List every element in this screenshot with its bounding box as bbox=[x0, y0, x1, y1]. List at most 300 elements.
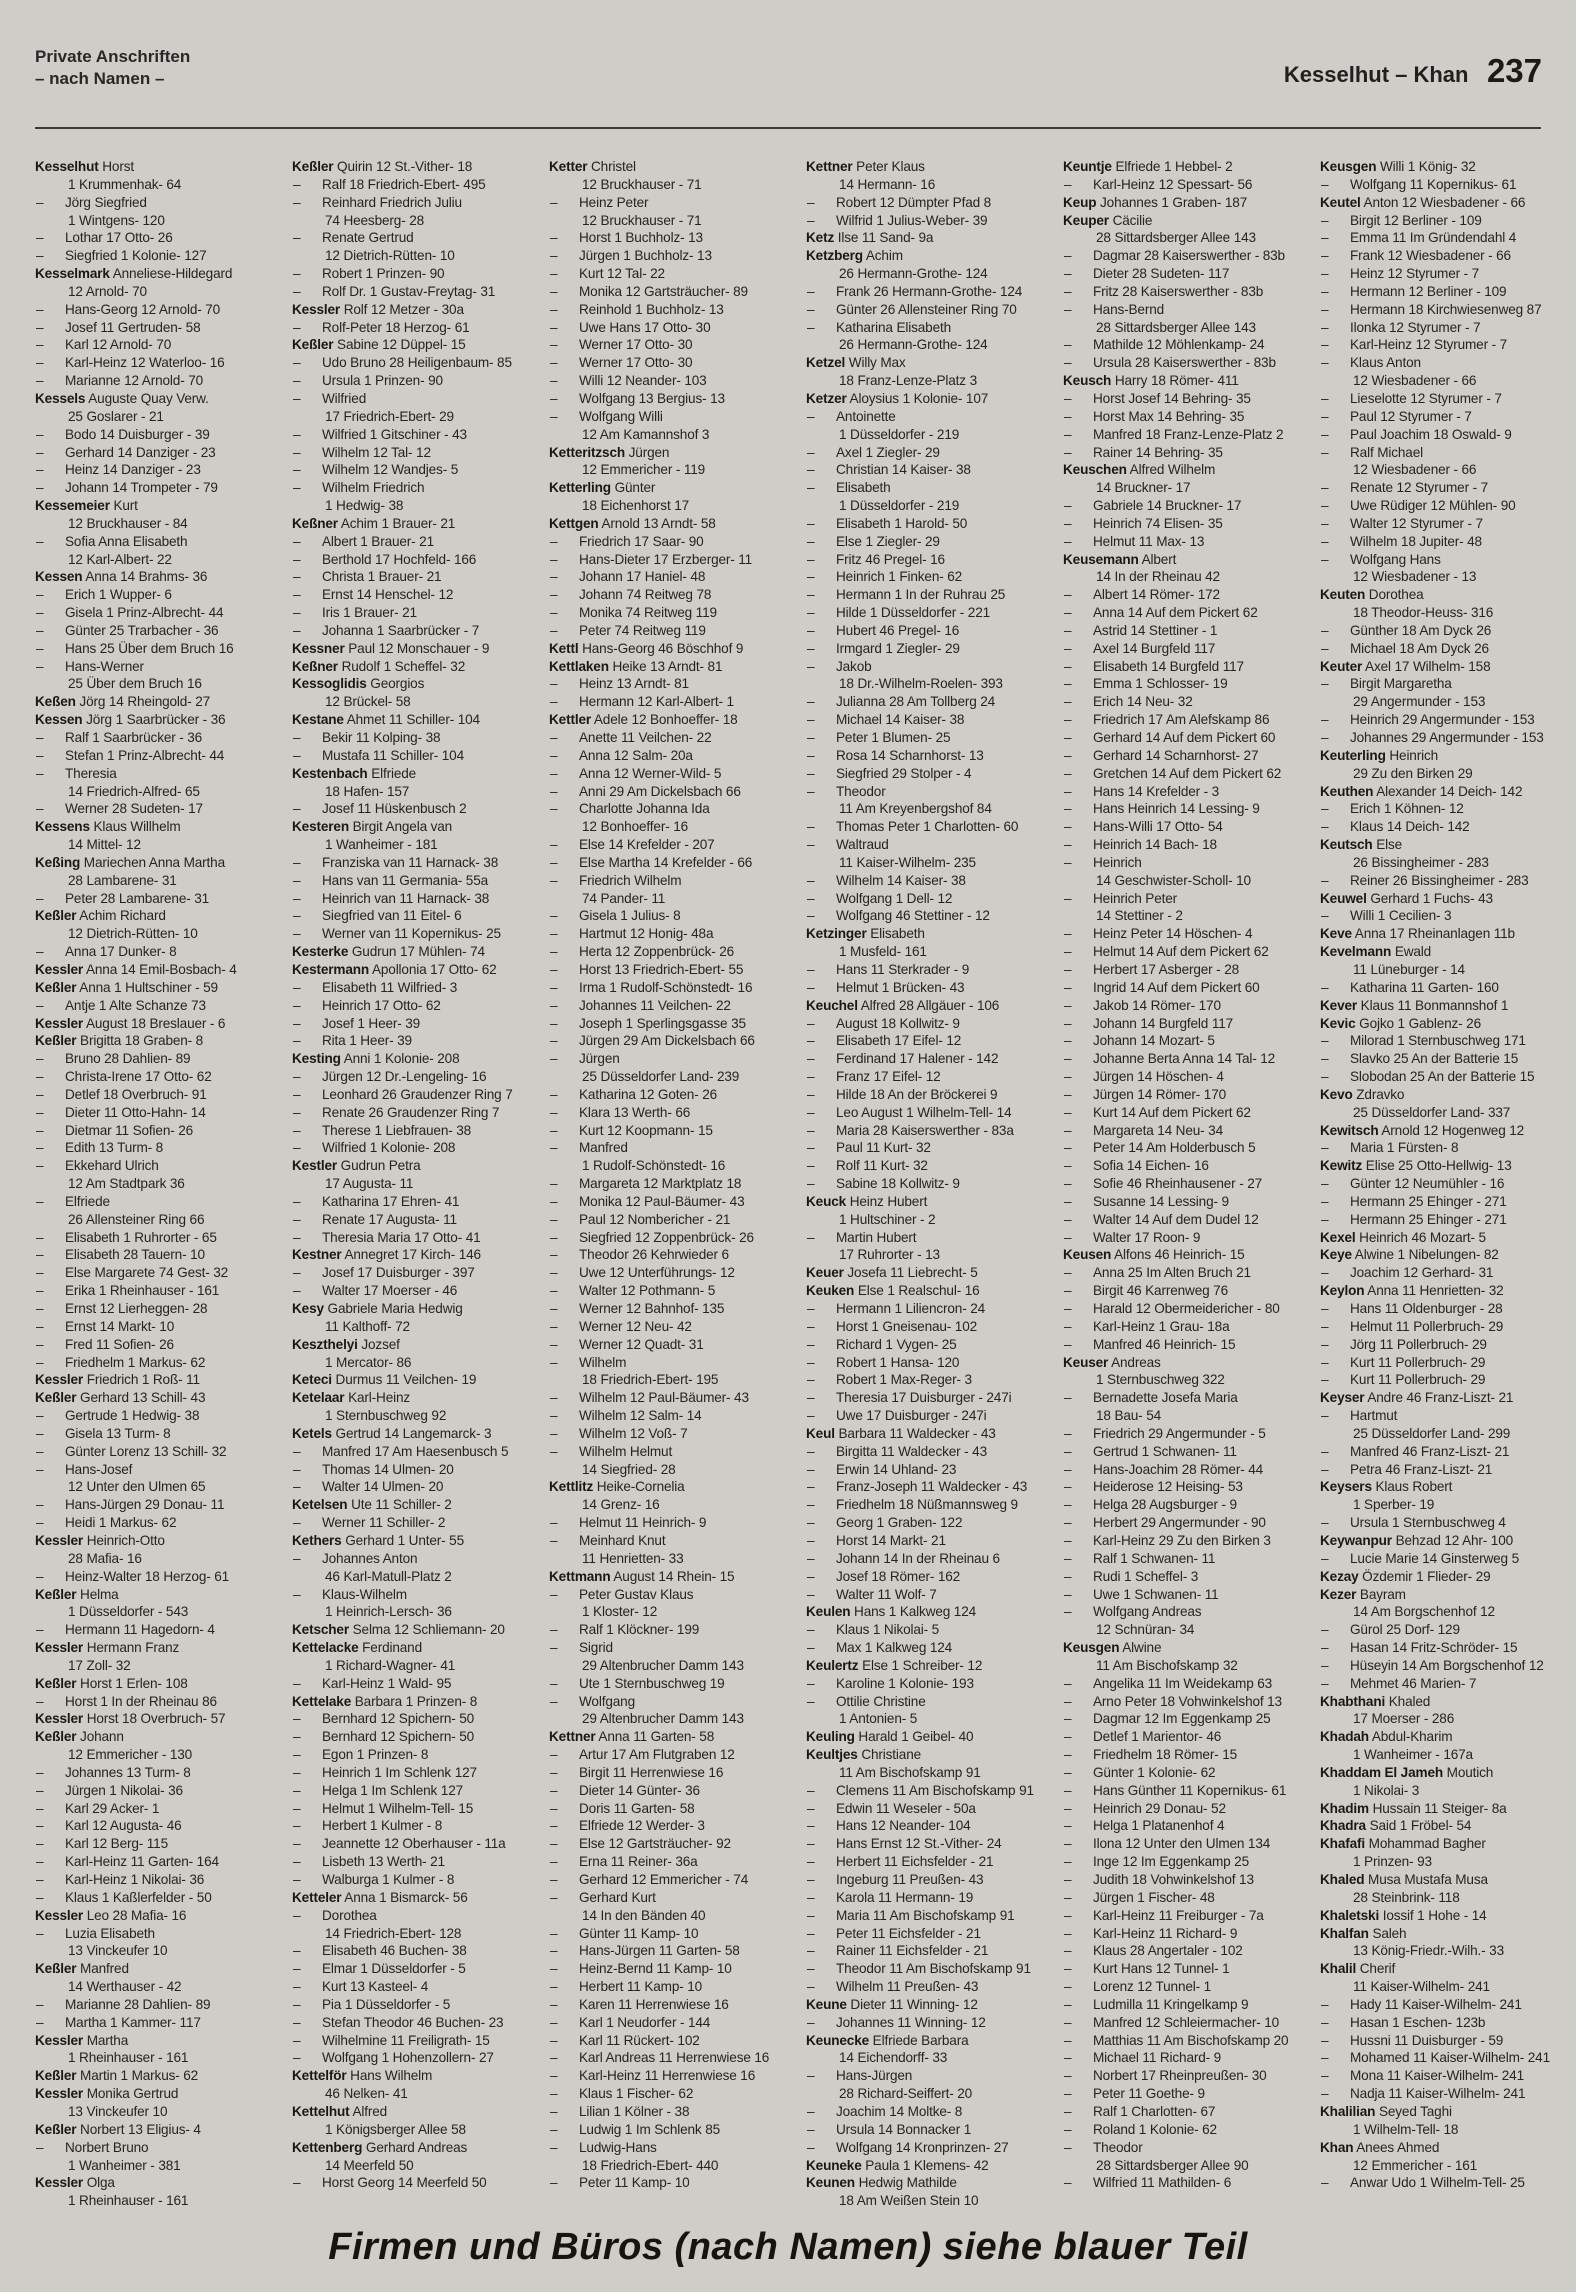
ditto-dash: – bbox=[550, 1961, 558, 1977]
directory-entry-line: – Ernst 12 Lierheggen- 28 bbox=[36, 1301, 208, 1316]
directory-entry-line: Keuper Cäcilie bbox=[1063, 212, 1153, 228]
surname: Keßler bbox=[35, 1586, 77, 1602]
directory-entry-line: – Wolfgang 14 Kronprinzen- 27 bbox=[807, 2139, 1009, 2155]
directory-entry-line: – Dagmar 12 Im Eggenkamp 25 bbox=[1064, 1711, 1271, 1727]
directory-entry-line: – Siegfried 12 Zoppenbrück- 26 bbox=[550, 1229, 754, 1245]
directory-entry-line: – Elfriede bbox=[36, 1193, 110, 1209]
ditto-dash: – bbox=[1064, 1854, 1072, 1870]
ditto-dash: – bbox=[807, 1872, 815, 1887]
directory-entry-line: – Sofia 14 Eichen- 16 bbox=[1064, 1158, 1209, 1174]
ditto-dash: – bbox=[293, 319, 301, 335]
directory-entry-line: Ketteritzsch Jürgen bbox=[549, 444, 670, 460]
ditto-dash: – bbox=[1064, 658, 1072, 674]
directory-entry-line: – Günther 18 Am Dyck 26 bbox=[1321, 622, 1492, 638]
directory-entry-line: – Emma 11 Im Gründendahl 4 bbox=[1321, 230, 1517, 246]
directory-entry-line: 1 Düsseldorfer - 219 bbox=[839, 498, 960, 514]
surname: Kessler bbox=[35, 2032, 84, 2048]
directory-entry-line: Keßner Achim 1 Brauer- 21 bbox=[292, 515, 456, 531]
directory-entry-line: Khalilian Seyed Taghi bbox=[1320, 2103, 1452, 2119]
ditto-dash: – bbox=[293, 872, 301, 888]
directory-entry-line: – Else 12 Gartsträucher- 92 bbox=[550, 1836, 731, 1852]
directory-entry-line: 12 Bruckhauser - 71 bbox=[582, 176, 702, 192]
directory-entry-line: – Monika 12 Paul-Bäumer- 43 bbox=[550, 1193, 745, 1209]
directory-entry-line: – Ludwig-Hans bbox=[550, 2139, 657, 2155]
directory-entry-line: – Peter 11 Eichsfelder - 21 bbox=[807, 1925, 981, 1941]
surname: Keßler bbox=[35, 1033, 77, 1049]
ditto-dash: – bbox=[807, 1354, 815, 1370]
directory-entry-line: 12 Dietrich-Rütten- 10 bbox=[325, 248, 455, 264]
directory-entry-line: – Ekkehard Ulrich bbox=[36, 1158, 159, 1174]
ditto-dash: – bbox=[1321, 533, 1329, 549]
surname: Khalil bbox=[1320, 1961, 1357, 1977]
directory-entry-line: – Arno Peter 18 Vohwinkelshof 13 bbox=[1064, 1693, 1282, 1709]
ditto-dash: – bbox=[1321, 1372, 1329, 1388]
ditto-dash: – bbox=[1064, 1104, 1072, 1120]
directory-entry-line: – Rainer 14 Behring- 35 bbox=[1064, 444, 1223, 460]
ditto-dash: – bbox=[1064, 730, 1072, 745]
directory-entry-line: 13 König-Friedr.-Wilh.- 33 bbox=[1353, 1943, 1504, 1959]
surname: Kettlaken bbox=[549, 658, 609, 674]
ditto-dash: – bbox=[1321, 1675, 1329, 1691]
surname: Ketelaar bbox=[292, 1390, 345, 1406]
surname: Kessen bbox=[35, 569, 83, 585]
directory-entry-line: – Theresia Maria 17 Otto- 41 bbox=[293, 1229, 481, 1245]
directory-entry-line: – Hilde 1 Düsseldorfer - 221 bbox=[807, 605, 991, 621]
surname: Keuck bbox=[806, 1193, 847, 1209]
directory-entry-line: Keywanpur Behzad 12 Ahr- 100 bbox=[1320, 1532, 1514, 1548]
ditto-dash: – bbox=[1064, 408, 1072, 424]
directory-entry-line: Khadim Hussain 11 Steiger- 8a bbox=[1320, 1800, 1507, 1816]
directory-entry-line: Keßler Martin 1 Markus- 62 bbox=[35, 2068, 199, 2084]
directory-entry-line: 26 Allensteiner Ring 66 bbox=[68, 1211, 205, 1227]
directory-entry-line: – Peter 11 Goethe- 9 bbox=[1064, 2086, 1205, 2102]
ditto-dash: – bbox=[293, 1729, 301, 1745]
directory-entry-line: – Margareta 12 Marktplatz 18 bbox=[550, 1176, 742, 1192]
directory-entry-line: – Inge 12 Im Eggenkamp 25 bbox=[1064, 1854, 1250, 1870]
directory-entry-line: – Johann 17 Haniel- 48 bbox=[550, 569, 706, 585]
surname: Keteci bbox=[292, 1372, 332, 1388]
surname: Keutel bbox=[1320, 194, 1361, 210]
directory-entry-line: – Milorad 1 Sternbuschweg 171 bbox=[1321, 1033, 1526, 1049]
directory-entry-line: – Antje 1 Alte Schanze 73 bbox=[36, 997, 206, 1013]
directory-entry-line: Kettenberg Gerhard Andreas bbox=[292, 2139, 468, 2155]
surname: Keyser bbox=[1320, 1390, 1365, 1406]
ditto-dash: – bbox=[1064, 747, 1072, 763]
surname: Khaddam El Jameh bbox=[1320, 1764, 1444, 1780]
directory-entry-line: – Fritz 28 Kaiserswerther - 83b bbox=[1064, 283, 1264, 299]
directory-entry-line: – Wilhelmine 11 Freiligrath- 15 bbox=[293, 2032, 490, 2048]
directory-entry-line: – Karl-Heinz 11 Richard- 9 bbox=[1064, 1925, 1238, 1941]
ditto-dash: – bbox=[1321, 230, 1329, 246]
directory-entry-line: 12 Wiesbadener - 66 bbox=[1353, 462, 1477, 478]
directory-entry-line: 14 Friedrich-Alfred- 65 bbox=[68, 783, 200, 799]
ditto-dash: – bbox=[1321, 1193, 1329, 1209]
directory-entry-line: Kettlitz Heike-Cornelia bbox=[549, 1479, 685, 1495]
ditto-dash: – bbox=[807, 1854, 815, 1870]
ditto-dash: – bbox=[293, 1229, 301, 1245]
surname: Keywanpur bbox=[1320, 1532, 1392, 1548]
directory-entry-line: – Peter 14 Am Holderbusch 5 bbox=[1064, 1140, 1256, 1156]
ditto-dash: – bbox=[36, 1443, 44, 1459]
directory-entry-line: – Erich 14 Neu- 32 bbox=[1064, 694, 1193, 710]
ditto-dash: – bbox=[550, 1532, 558, 1548]
directory-entry-line: 28 Sittardsberger Allee 143 bbox=[1096, 230, 1256, 246]
directory-entry-line: Keul Barbara 11 Waldecker - 43 bbox=[806, 1425, 996, 1441]
directory-entry-line: – Uwe 1 Schwanen- 11 bbox=[1064, 1586, 1219, 1602]
directory-entry-line: – Birgit 12 Berliner - 109 bbox=[1321, 212, 1482, 228]
directory-entry-line: – Wilfried bbox=[293, 390, 367, 406]
directory-entry-line: – Katharina Elisabeth bbox=[807, 319, 952, 335]
directory-entry-line: 25 Düsseldorfer Land- 299 bbox=[1353, 1425, 1511, 1441]
ditto-dash: – bbox=[36, 230, 44, 246]
ditto-dash: – bbox=[550, 1318, 558, 1334]
directory-entry-line: 1 Rudolf-Schönstedt- 16 bbox=[582, 1158, 726, 1174]
ditto-dash: – bbox=[293, 622, 301, 638]
directory-entry-line: – Frank 26 Hermann-Grothe- 124 bbox=[807, 283, 1023, 299]
ditto-dash: – bbox=[807, 2139, 815, 2155]
directory-entry-line: – Hans-Jürgen bbox=[807, 2068, 913, 2084]
directory-entry-line: – Karl-Heinz 29 Zu den Birken 3 bbox=[1064, 1532, 1271, 1548]
directory-entry-line: – Marianne 12 Arnold- 70 bbox=[36, 373, 204, 389]
directory-entry-line: 14 Bruckner- 17 bbox=[1096, 480, 1191, 496]
ditto-dash: – bbox=[1064, 1211, 1072, 1227]
ditto-dash: – bbox=[36, 319, 44, 335]
directory-entry-line: 17 Zoll- 32 bbox=[68, 1657, 131, 1673]
ditto-dash: – bbox=[36, 997, 44, 1013]
directory-entry-line: 11 Kaiser-Wilhelm- 241 bbox=[1353, 1979, 1490, 1995]
directory-entry-line: Keuck Heinz Hubert bbox=[806, 1193, 928, 1209]
directory-entry-line: Ketzel Willy Max bbox=[806, 355, 906, 371]
directory-entry-line: – Irmgard 1 Ziegler- 29 bbox=[807, 640, 960, 656]
ditto-dash: – bbox=[807, 640, 815, 656]
ditto-dash: – bbox=[550, 979, 558, 995]
surname: Keysers bbox=[1320, 1479, 1372, 1495]
ditto-dash: – bbox=[807, 1033, 815, 1049]
surname: Keusgen bbox=[1063, 1640, 1120, 1656]
directory-entry-line: – Uwe Rüdiger 12 Mühlen- 90 bbox=[1321, 498, 1516, 514]
directory-entry-line: – Wilfried 1 Kolonie- 208 bbox=[293, 1140, 456, 1156]
directory-entry-line: – Bodo 14 Duisburger - 39 bbox=[36, 426, 210, 442]
ditto-dash: – bbox=[807, 462, 815, 478]
directory-entry-line: 25 Über dem Bruch 16 bbox=[68, 676, 202, 692]
directory-entry-line: – Else 1 Ziegler- 29 bbox=[807, 533, 940, 549]
ditto-dash: – bbox=[1321, 1211, 1329, 1227]
ditto-dash: – bbox=[293, 1104, 301, 1120]
directory-entry-line: – Ottilie Christine bbox=[807, 1693, 926, 1709]
directory-entry-line: – Erwin 14 Uhland- 23 bbox=[807, 1461, 957, 1477]
directory-entry-line: – Frank 12 Wiesbadener - 66 bbox=[1321, 248, 1511, 264]
ditto-dash: – bbox=[807, 1675, 815, 1691]
ditto-dash: – bbox=[293, 1818, 301, 1834]
directory-entry-line: 1 Düsseldorfer - 219 bbox=[839, 426, 960, 442]
directory-entry-line: – Irma 1 Rudolf-Schönstedt- 16 bbox=[550, 979, 753, 995]
directory-entry-line: Kesselhut Horst bbox=[35, 159, 134, 174]
directory-entry-line: – Ralf 18 Friedrich-Ebert- 495 bbox=[293, 176, 486, 192]
directory-entry-line: – Stefan 1 Prinz-Albrecht- 44 bbox=[36, 747, 225, 763]
directory-entry-line: 14 Friedrich-Ebert- 128 bbox=[325, 1925, 462, 1941]
ditto-dash: – bbox=[807, 1961, 815, 1977]
directory-entry-line: Ketzinger Elisabeth bbox=[806, 926, 925, 942]
directory-entry-line: – Wolfgang 1 Hohenzollern- 27 bbox=[293, 2050, 494, 2066]
ditto-dash: – bbox=[293, 355, 301, 371]
directory-entry-line: Keteci Durmus 11 Veilchen- 19 bbox=[292, 1372, 477, 1388]
ditto-dash: – bbox=[1064, 1158, 1072, 1174]
directory-entry-line: – Wilhelm 11 Preußen- 43 bbox=[807, 1979, 979, 1995]
ditto-dash: – bbox=[1321, 426, 1329, 442]
surname: Khalfan bbox=[1320, 1925, 1369, 1941]
directory-entry-line: 18 Eichenhorst 17 bbox=[582, 498, 690, 514]
directory-entry-line: Kexel Heinrich 46 Mozart- 5 bbox=[1320, 1229, 1486, 1245]
directory-entry-line: – Heinz-Walter 18 Herzog- 61 bbox=[36, 1568, 230, 1584]
directory-entry-line: – Franziska van 11 Harnack- 38 bbox=[293, 854, 499, 870]
directory-entry-line: – Angelika 11 Im Weidekamp 63 bbox=[1064, 1675, 1273, 1691]
ditto-dash: – bbox=[1064, 854, 1072, 870]
directory-entry-line: – Axel 1 Ziegler- 29 bbox=[807, 444, 940, 460]
surname: Kettl bbox=[549, 640, 579, 656]
ditto-dash: – bbox=[550, 1015, 558, 1031]
ditto-dash: – bbox=[807, 908, 815, 924]
directory-entry-line: – Ingeburg 11 Preußen- 43 bbox=[807, 1872, 984, 1887]
directory-entry-line: – Herta 12 Zoppenbrück- 26 bbox=[550, 944, 735, 960]
surname: Keßler bbox=[35, 1675, 77, 1691]
ditto-dash: – bbox=[36, 1568, 44, 1584]
directory-entry-line: 17 Augusta- 11 bbox=[325, 1176, 414, 1192]
directory-entry-line: – Martha 1 Kammer- 117 bbox=[36, 2014, 201, 2030]
ditto-dash: – bbox=[36, 747, 44, 763]
directory-entry-line: Keune Dieter 11 Winning- 12 bbox=[806, 1996, 978, 2012]
directory-entry-line: Kettelför Hans Wilhelm bbox=[292, 2068, 433, 2084]
directory-entry-line: – Horst 1 Buchholz- 13 bbox=[550, 230, 703, 246]
ditto-dash: – bbox=[1064, 2175, 1072, 2191]
ditto-dash: – bbox=[1321, 337, 1329, 353]
ditto-dash: – bbox=[1321, 819, 1329, 835]
directory-entry-line: – Hans-Jürgen 29 Donau- 11 bbox=[36, 1497, 225, 1513]
directory-entry-line: – Lieselotte 12 Styrumer - 7 bbox=[1321, 390, 1502, 406]
directory-entry-line: – Gisela 1 Julius- 8 bbox=[550, 908, 681, 924]
ditto-dash: – bbox=[807, 1390, 815, 1406]
ditto-dash: – bbox=[550, 194, 558, 210]
ditto-dash: – bbox=[1064, 605, 1072, 621]
directory-entry-line: – Wolfgang Hans bbox=[1321, 551, 1441, 567]
surname: Keusch bbox=[1063, 373, 1112, 389]
directory-entry-line: – Johannes 29 Angermunder - 153 bbox=[1321, 730, 1544, 745]
surname: Keßner bbox=[292, 658, 338, 674]
ditto-dash: – bbox=[807, 872, 815, 888]
ditto-dash: – bbox=[550, 1211, 558, 1227]
directory-entry-line: – Albert 1 Brauer- 21 bbox=[293, 533, 435, 549]
directory-entry-line: – Karl 12 Berg- 115 bbox=[36, 1836, 168, 1852]
surname: Ketteritzsch bbox=[549, 444, 626, 460]
directory-entry-line: – Leo August 1 Wilhelm-Tell- 14 bbox=[807, 1104, 1012, 1120]
directory-entry-line: 12 Am Stadtpark 36 bbox=[68, 1176, 185, 1192]
ditto-dash: – bbox=[293, 1140, 301, 1156]
directory-entry-line: 12 Unter den Ulmen 65 bbox=[68, 1479, 206, 1495]
directory-entry-line: 25 Düsseldorfer Land- 239 bbox=[582, 1069, 740, 1085]
directory-entry-line: – Günter 11 Kamp- 10 bbox=[550, 1925, 699, 1941]
ditto-dash: – bbox=[550, 1747, 558, 1763]
ditto-dash: – bbox=[550, 355, 558, 371]
directory-entry-line: – Reinhold 1 Buchholz- 13 bbox=[550, 301, 724, 317]
directory-entry-line: – Gerhard Kurt bbox=[550, 1889, 656, 1905]
directory-entry-line: – Karl-Heinz 1 Nikolai- 36 bbox=[36, 1872, 205, 1887]
ditto-dash: – bbox=[36, 1425, 44, 1441]
ditto-dash: – bbox=[1321, 872, 1329, 888]
ditto-dash: – bbox=[36, 1336, 44, 1352]
ditto-dash: – bbox=[1064, 1479, 1072, 1495]
directory-entry-line: 1 Hultschiner - 2 bbox=[839, 1211, 936, 1227]
directory-entry-line: – Harald 12 Obermeidericher - 80 bbox=[1064, 1301, 1280, 1316]
directory-entry-line: – Hans 25 Über dem Bruch 16 bbox=[36, 640, 234, 656]
directory-entry-line: 12 Am Kamannshof 3 bbox=[582, 426, 710, 442]
directory-entry-line: – Robert 1 Prinzen- 90 bbox=[293, 266, 445, 282]
surname: Keuser bbox=[1063, 1354, 1109, 1370]
directory-entry-line: – Hans-Joachim 28 Römer- 44 bbox=[1064, 1461, 1264, 1477]
directory-entry-line: – Joachim 14 Moltke- 8 bbox=[807, 2103, 963, 2119]
directory-entry-line: – Roland 1 Kolonie- 62 bbox=[1064, 2121, 1217, 2137]
ditto-dash: – bbox=[293, 1193, 301, 1209]
directory-entry-line: – Karoline 1 Kolonie- 193 bbox=[807, 1675, 974, 1691]
directory-entry-line: – Wilhelm Friedrich bbox=[293, 480, 425, 496]
surname: Kessels bbox=[35, 390, 86, 406]
directory-entry-line: 1 Sperber- 19 bbox=[1353, 1497, 1435, 1513]
ditto-dash: – bbox=[1321, 908, 1329, 924]
directory-entry-line: Keylon Anna 11 Henrietten- 32 bbox=[1320, 1283, 1504, 1299]
directory-entry-line: – Wolfgang Andreas bbox=[1064, 1604, 1202, 1620]
directory-entry-line: – Jeannette 12 Oberhauser - 11a bbox=[293, 1836, 506, 1852]
directory-entry-line: – August 18 Kollwitz- 9 bbox=[807, 1015, 960, 1031]
surname: Keusen bbox=[1063, 1247, 1112, 1263]
surname: Kesselhut bbox=[35, 159, 99, 174]
ditto-dash: – bbox=[1321, 1318, 1329, 1334]
directory-entry-line: 17 Ruhrorter - 13 bbox=[839, 1247, 940, 1263]
directory-entry-line: Kessler Friedrich 1 Roß- 11 bbox=[35, 1372, 200, 1388]
directory-entry-line: 14 Hermann- 16 bbox=[839, 176, 936, 192]
ditto-dash: – bbox=[807, 622, 815, 638]
directory-entry-line: – Therese 1 Liebfrauen- 38 bbox=[293, 1122, 472, 1138]
ditto-dash: – bbox=[1064, 283, 1072, 299]
directory-entry-line: – Josef 1 Heer- 39 bbox=[293, 1015, 421, 1031]
ditto-dash: – bbox=[36, 622, 44, 638]
directory-entry-line: Ketelsen Ute 11 Schiller- 2 bbox=[292, 1497, 452, 1513]
ditto-dash: – bbox=[1064, 1069, 1072, 1085]
directory-entry-line: – Horst 1 In der Rheinau 86 bbox=[36, 1693, 217, 1709]
ditto-dash: – bbox=[293, 444, 301, 460]
directory-entry-line: – Paul 12 Styrumer - 7 bbox=[1321, 408, 1472, 424]
directory-entry-line: Keuter Axel 17 Wilhelm- 158 bbox=[1320, 658, 1491, 674]
directory-entry-line: – Marianne 28 Dahlien- 89 bbox=[36, 1996, 211, 2012]
directory-entry-line: – Friedrich 17 Saar- 90 bbox=[550, 533, 704, 549]
directory-entry-line: Ketzer Aloysius 1 Kolonie- 107 bbox=[806, 390, 989, 406]
directory-entry-line: 12 Wiesbadener - 13 bbox=[1353, 569, 1477, 585]
ditto-dash: – bbox=[293, 2175, 301, 2191]
directory-entry-line: – Johannes 13 Turm- 8 bbox=[36, 1764, 191, 1780]
ditto-dash: – bbox=[1064, 1729, 1072, 1745]
ditto-dash: – bbox=[36, 301, 44, 317]
directory-entry-line: 14 In den Bänden 40 bbox=[582, 1907, 706, 1923]
directory-entry-line: – Karl-Heinz 12 Waterloo- 16 bbox=[36, 355, 225, 371]
ditto-dash: – bbox=[1321, 176, 1329, 192]
surname: Keune bbox=[806, 1996, 847, 2012]
header-title-line2: – nach Namen – bbox=[35, 69, 165, 88]
ditto-dash: – bbox=[1064, 1872, 1072, 1887]
surname: Kestermann bbox=[292, 961, 370, 977]
directory-entry-line: – Hans 12 Neander- 104 bbox=[807, 1818, 971, 1834]
directory-entry-line: – Else Martha 14 Krefelder - 66 bbox=[550, 854, 753, 870]
surname: Kettelacke bbox=[292, 1640, 359, 1656]
directory-entry-line: – Petra 46 Franz-Liszt- 21 bbox=[1321, 1461, 1493, 1477]
directory-entry-line: 26 Hermann-Grothe- 124 bbox=[839, 266, 988, 282]
directory-entry-line: – Iris 1 Brauer- 21 bbox=[293, 605, 417, 621]
ditto-dash: – bbox=[550, 1265, 558, 1281]
surname: Khan bbox=[1320, 2139, 1354, 2155]
directory-entry-line: – Friedhelm 18 Römer- 15 bbox=[1064, 1747, 1238, 1763]
directory-entry-line: – Erna 11 Reiner- 36a bbox=[550, 1854, 698, 1870]
ditto-dash: – bbox=[1321, 2086, 1329, 2102]
directory-entry-line: – Willi 12 Neander- 103 bbox=[550, 373, 707, 389]
directory-entry-line: 28 Lambarene- 31 bbox=[68, 872, 177, 888]
directory-entry-line: 11 Am Kreyenbergshof 84 bbox=[839, 801, 992, 817]
directory-entry-line: – Slavko 25 An der Batterie 15 bbox=[1321, 1051, 1519, 1067]
directory-entry-line: Keysers Klaus Robert bbox=[1320, 1479, 1453, 1495]
directory-entry-line: – Charlotte Johanna Ida bbox=[550, 801, 710, 817]
directory-entry-line: – Lorenz 12 Tunnel- 1 bbox=[1064, 1979, 1212, 1995]
directory-entry-line: – Maria 28 Kaiserswerther - 83a bbox=[807, 1122, 1014, 1138]
surname: Keßler bbox=[35, 2121, 77, 2137]
directory-entry-line: 1 Wanheimer - 167a bbox=[1353, 1747, 1473, 1763]
directory-entry-line: – Leonhard 26 Graudenzer Ring 7 bbox=[293, 1086, 513, 1102]
ditto-dash: – bbox=[1064, 961, 1072, 977]
directory-entry-line: – Klaus 1 Kaßlerfelder - 50 bbox=[36, 1889, 212, 1905]
directory-entry-line: – Uwe 17 Duisburger - 247i bbox=[807, 1408, 987, 1424]
directory-entry-line: – Robert 12 Dümpter Pfad 8 bbox=[807, 194, 992, 210]
ditto-dash: – bbox=[36, 1229, 44, 1245]
ditto-dash: – bbox=[807, 1622, 815, 1638]
ditto-dash: – bbox=[1321, 622, 1329, 638]
directory-entry-line: Kettner Peter Klaus bbox=[806, 159, 925, 174]
directory-entry-line: Kessler Rolf 12 Metzer - 30a bbox=[292, 301, 464, 317]
ditto-dash: – bbox=[36, 1461, 44, 1477]
ditto-dash: – bbox=[1064, 944, 1072, 960]
ditto-dash: – bbox=[550, 337, 558, 353]
directory-entry-line: – Heinrich van 11 Harnack- 38 bbox=[293, 890, 490, 906]
surname: Kessler bbox=[35, 1711, 84, 1727]
directory-entry-line: – Hans Günther 11 Kopernikus- 61 bbox=[1064, 1782, 1287, 1798]
directory-entry-line: – Wolfgang 46 Stettiner - 12 bbox=[807, 908, 990, 924]
ditto-dash: – bbox=[807, 1461, 815, 1477]
surname: Kessler bbox=[35, 1372, 84, 1388]
ditto-dash: – bbox=[1321, 283, 1329, 299]
ditto-dash: – bbox=[550, 1854, 558, 1870]
ditto-dash: – bbox=[1064, 1550, 1072, 1566]
directory-entry-line: – Helga 28 Augsburger - 9 bbox=[1064, 1497, 1237, 1513]
ditto-dash: – bbox=[807, 1640, 815, 1656]
ditto-dash: – bbox=[293, 390, 301, 406]
directory-entry-line: – Wilhelm 14 Kaiser- 38 bbox=[807, 872, 966, 888]
ditto-dash: – bbox=[550, 783, 558, 799]
ditto-dash: – bbox=[807, 979, 815, 995]
ditto-dash: – bbox=[36, 605, 44, 621]
directory-entry-line: – Fritz 46 Pregel- 16 bbox=[807, 551, 945, 567]
header-title bbox=[35, 46, 190, 90]
directory-entry-line: Kettelhut Alfred bbox=[292, 2103, 388, 2119]
ditto-dash: – bbox=[550, 2068, 558, 2084]
ditto-dash: – bbox=[1321, 1176, 1329, 1192]
ditto-dash: – bbox=[550, 551, 558, 567]
directory-entry-line: – Wolfgang bbox=[550, 1693, 635, 1709]
ditto-dash: – bbox=[1321, 979, 1329, 995]
ditto-dash: – bbox=[807, 569, 815, 585]
surname: Ketscher bbox=[292, 1622, 349, 1638]
